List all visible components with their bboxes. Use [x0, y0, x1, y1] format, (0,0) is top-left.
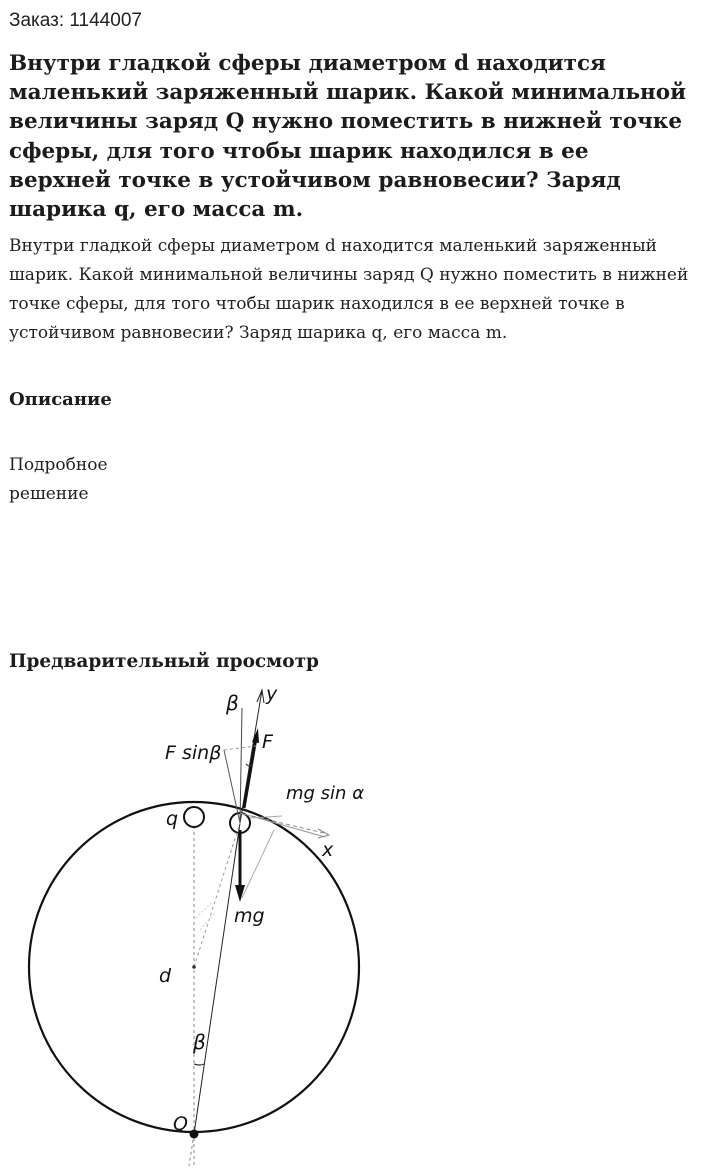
- y-axis: [240, 690, 262, 823]
- mg-arrowhead: [235, 885, 245, 902]
- charge-q-point: [190, 1130, 199, 1139]
- radius-dashed-line: [194, 823, 240, 967]
- label-d: d: [159, 965, 172, 987]
- label-mg: mg: [234, 905, 265, 927]
- force-f-arrow: [244, 738, 256, 808]
- beta-reference-line: [240, 708, 242, 823]
- faint-dotted-mark-1: [196, 902, 212, 918]
- task-description: Внутри гладкой сферы диаметром d находится маленький заряженный шарик. Какой минимальной величины заряд Q нужно поместить в нижней точке сферы, для того чтобы шарик находился в ее верхней точке в устойчивом равновесии? Заряд шарика q, его масса m.: [9, 236, 689, 343]
- ball-q-top: [184, 807, 204, 827]
- label-f: F: [262, 731, 273, 753]
- physics-diagram: [0, 680, 701, 1172]
- preview-heading: Предварительный просмотр: [9, 651, 319, 672]
- sphere-center-point: [192, 965, 196, 969]
- faint-dotted-mark-2: [200, 912, 216, 930]
- label-q-small: q: [166, 808, 179, 830]
- label-beta-top: β: [226, 691, 239, 715]
- order-number: Заказ: 1144007: [9, 10, 142, 31]
- label-charge-q: Q: [173, 1113, 188, 1135]
- description-text: Подробное решение: [9, 455, 108, 504]
- line-q-to-ball: [194, 823, 240, 1134]
- label-mg-sin-alpha: mg sin α: [286, 783, 365, 804]
- x-axis: [252, 816, 328, 834]
- label-f-sin-beta: F sinβ: [165, 742, 222, 764]
- task-title: Внутри гладкой сферы диаметром d находится маленький заряженный шарик. Какой минимальной величины заряд Q нужно поместить в нижней точке сферы, для того чтобы шарик находился в ее верхней точке в устойчивом равновесии? Заряд шарика q, его масса m.: [9, 51, 687, 223]
- f-sin-beta-component: [224, 750, 240, 823]
- label-x: x: [322, 839, 334, 861]
- mg-projection-line: [242, 830, 274, 898]
- beta-angle-arc-bottom: [194, 1064, 204, 1065]
- description-heading: Описание: [9, 389, 112, 410]
- label-beta-bottom: β: [193, 1030, 206, 1054]
- label-y: y: [266, 683, 278, 705]
- f-sin-beta-dash: [224, 746, 256, 750]
- dashed-extension-below: [189, 1134, 194, 1166]
